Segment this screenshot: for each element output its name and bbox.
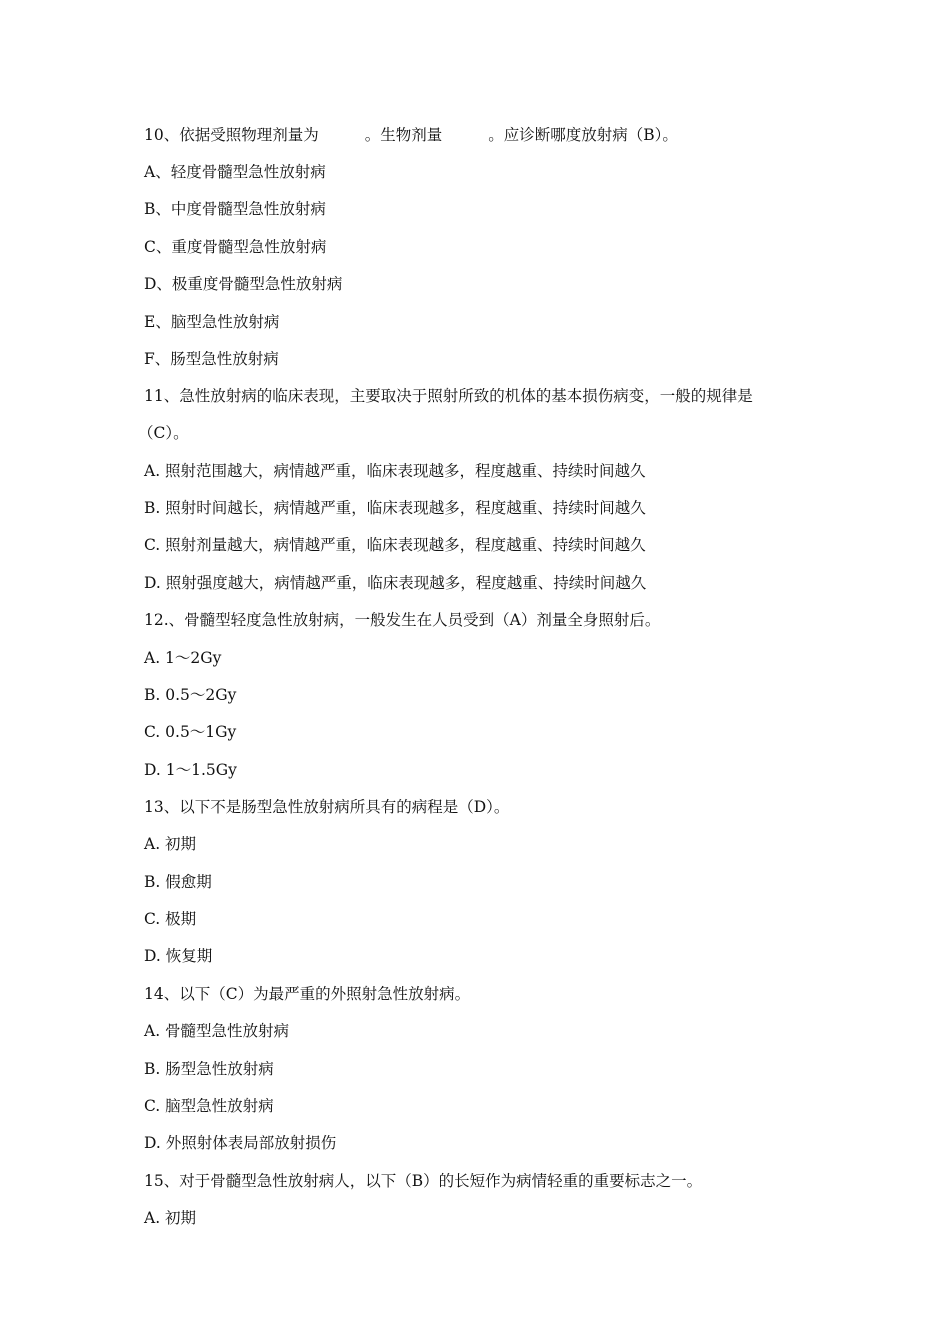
question-15: 15、对于骨髓型急性放射病人，以下（B）的长短作为病情轻重的重要标志之一。 (144, 1172, 703, 1190)
question-10-option-b: B、中度骨髓型急性放射病 (144, 200, 326, 218)
question-10 (144, 125, 824, 145)
question-13-option-d: D. 恢复期 (144, 947, 213, 965)
question-12-option-c: C. 0.5～1Gy (144, 723, 237, 741)
question-13-option-b: B. 假愈期 (144, 873, 212, 891)
question-11-option-d: D. 照射强度越大，病情越严重，临床表现越多，程度越重、持续时间越久 (144, 574, 647, 592)
question-12-option-d: D. 1～1.5Gy (144, 761, 237, 779)
question-11-option-a: A. 照射范围越大，病情越严重，临床表现越多，程度越重、持续时间越久 (144, 462, 646, 480)
question-10-text-part1: 10、依据受照物理剂量为 (144, 126, 319, 144)
question-12-option-a: A. 1～2Gy (144, 649, 222, 667)
question-10-option-d: D、极重度骨髓型急性放射病 (144, 275, 343, 293)
question-10-text-part2: 。生物剂量 (364, 126, 443, 144)
question-13: 13、以下不是肠型急性放射病所具有的病程是（D）。 (144, 798, 510, 816)
question-14: 14、以下（C）为最严重的外照射急性放射病。 (144, 985, 471, 1003)
question-10-option-c: C、重度骨髓型急性放射病 (144, 238, 327, 256)
question-11-line1: 11、急性放射病的临床表现，主要取决于照射所致的机体的基本损伤病变，一般的规律是 (144, 387, 753, 405)
question-14-option-b: B. 肠型急性放射病 (144, 1060, 274, 1078)
question-13-option-a: A. 初期 (144, 835, 197, 853)
question-10-text-part3: 。应诊断哪度放射病（B）。 (488, 126, 678, 144)
question-10-option-a: A、轻度骨髓型急性放射病 (144, 163, 326, 181)
question-11-option-c: C. 照射剂量越大，病情越严重，临床表现越多，程度越重、持续时间越久 (144, 536, 646, 554)
question-14-option-d: D. 外照射体表局部放射损伤 (144, 1134, 337, 1152)
question-12-option-b: B. 0.5～2Gy (144, 686, 237, 704)
question-15-option-a: A. 初期 (144, 1209, 197, 1227)
question-11-line2: （C）。 (138, 424, 189, 442)
question-12: 12.、骨髓型轻度急性放射病，一般发生在人员受到（A）剂量全身照射后。 (144, 611, 661, 629)
question-11-option-b: B. 照射时间越长，病情越严重，临床表现越多，程度越重、持续时间越久 (144, 499, 646, 517)
question-10-option-e: E、脑型急性放射病 (144, 313, 280, 331)
question-14-option-a: A. 骨髓型急性放射病 (144, 1022, 290, 1040)
question-10-option-f: F、肠型急性放射病 (144, 350, 279, 368)
question-14-option-c: C. 脑型急性放射病 (144, 1097, 274, 1115)
question-13-option-c: C. 极期 (144, 910, 197, 928)
